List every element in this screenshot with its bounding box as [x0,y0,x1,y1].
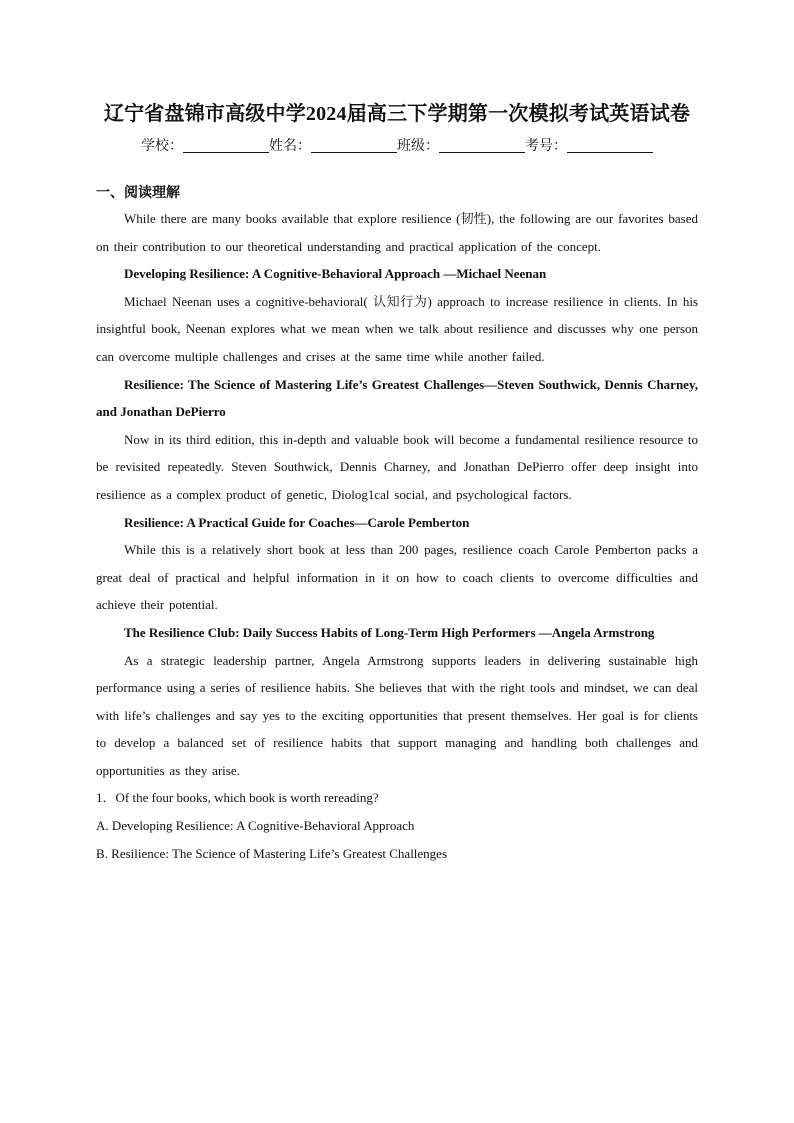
answer-option-a[interactable]: A. Developing Resilience: A Cognitive-Behavioral Approach [96,818,415,834]
class-label: 班级： [397,138,439,154]
school-label: 学校： [141,138,183,154]
section-heading: 一、阅读理解 [96,185,180,201]
book-title: The Resilience Club: Daily Success Habits of Long-Term High Performers —Angela Armstrong [124,624,655,640]
answer-option-b[interactable]: B. Resilience: The Science of Mastering Life’s Greatest Challenges [96,846,448,862]
book-description: As a strategic leadership partner, Angela Armstrong supports leaders in delivering sustainable high performance using a series of resilience habits. She believes that with the right tools and mindset, we can deal with life’s challenges and say yes to the exciting opportunities that present themselves. Her goal is for clients to develop a balanced set of resilience habits that support managing and handling both challenges and opportunities as they arise. [96,652,698,778]
class-blank[interactable] [439,136,525,153]
name-blank[interactable] [311,136,397,153]
exam-number-blank[interactable] [567,136,653,153]
student-info-line [96,132,698,159]
question-stem: 1．Of the four books, which book is worth rereading? [96,790,379,806]
book-title: Developing Resilience: A Cognitive-Behavioral Approach —Michael Neenan [124,266,547,282]
book-description: Michael Neenan uses a cognitive-behavioral( 认知行为) approach to increase resilience in clients. In his insightful book, Neenan explores what we mean when we talk about resilience and discusses why one person can overcome multiple challenges and crises at the same time while another failed. [96,293,698,364]
name-label: 姓名： [269,138,311,154]
exam-title: 辽宁省盘锦市高级中学2024届高三下学期第一次模拟考试英语试卷 [103,103,691,125]
book-description: Now in its third edition, this in-depth and valuable book will become a fundamental resilience resource to be revisited repeatedly. Steven Southwick, Dennis Charney, and Jonathan DePierro offer deep insight into resilience as a complex product of genetic, Diolog1cal social, and psychological factors. [96,431,698,502]
passage-intro: While there are many books available that explore resilience (韧性), the following are our favorites based on their contribution to our theoretical understanding and practical application of the concept. [96,211,698,254]
exam-number-label: 考号： [525,138,567,154]
book-title: Resilience: A Practical Guide for Coaches—Carole Pemberton [124,514,470,530]
book-description: While this is a relatively short book at less than 200 pages, resilience coach Carole Pemberton packs a great deal of practical and helpful information in it on how to coach clients to overcome difficulties and achieve their potential. [96,542,698,613]
school-blank[interactable] [183,136,269,153]
book-title: Resilience: The Science of Mastering Life’s Greatest Challenges—Steven Southwick, Dennis Charney, and Jonathan DePierro [96,376,698,420]
